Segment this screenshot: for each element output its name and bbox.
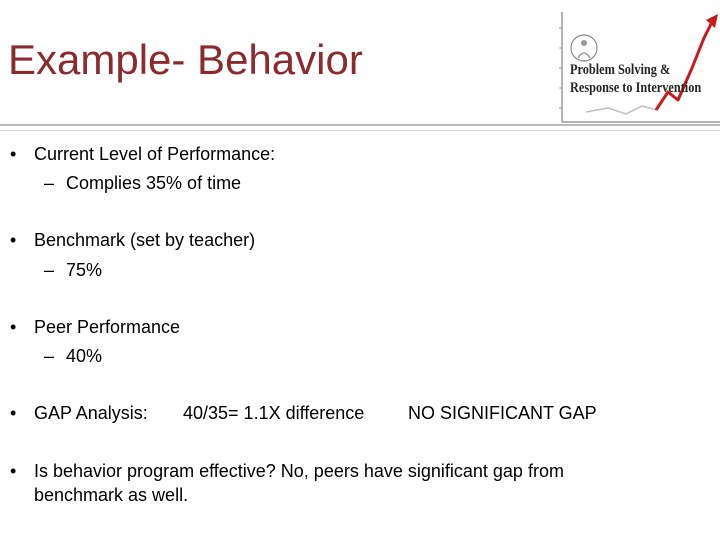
sub-bullet-text: 40% <box>66 346 103 366</box>
bullet-item <box>10 230 255 251</box>
slide-title: Example- Behavior <box>8 36 363 83</box>
bullet-item <box>10 144 275 165</box>
sub-bullet-item <box>44 346 102 367</box>
bullet-text-continuation: benchmark as well. <box>34 485 189 505</box>
bullet-marker: • <box>10 230 17 250</box>
bullet-text: GAP Analysis: <box>34 403 148 423</box>
bullet-text: Benchmark (set by teacher) <box>34 230 256 250</box>
sub-bullet-text: 75% <box>66 260 103 280</box>
sub-bullet-marker: – <box>44 346 55 366</box>
bullet-item <box>10 461 564 482</box>
bullet-marker: • <box>10 317 17 337</box>
bullet-text: Is behavior program effective? No, peers have significant gap from <box>34 461 564 481</box>
sub-bullet-text: Complies 35% of time <box>66 173 242 193</box>
gap-calculation: 40/35= 1.1X difference <box>183 403 365 423</box>
bullet-text: Current Level of Performance: <box>34 144 276 164</box>
sub-bullet-marker: – <box>44 173 55 193</box>
logo-text-line2: Response to Intervention <box>570 80 702 96</box>
bullet-item <box>10 317 180 338</box>
bullet-marker: • <box>10 461 17 481</box>
logo-text-line1: Problem Solving & <box>570 62 671 78</box>
gap-conclusion: NO SIGNIFICANT GAP <box>408 403 597 423</box>
sub-bullet-item <box>44 260 102 281</box>
bullet-text: Peer Performance <box>34 317 181 337</box>
sub-bullet-marker: – <box>44 260 55 280</box>
bullet-item <box>10 403 148 424</box>
sub-bullet-item <box>44 173 241 194</box>
bullet-marker: • <box>10 403 17 423</box>
bullet-marker: • <box>10 144 17 164</box>
